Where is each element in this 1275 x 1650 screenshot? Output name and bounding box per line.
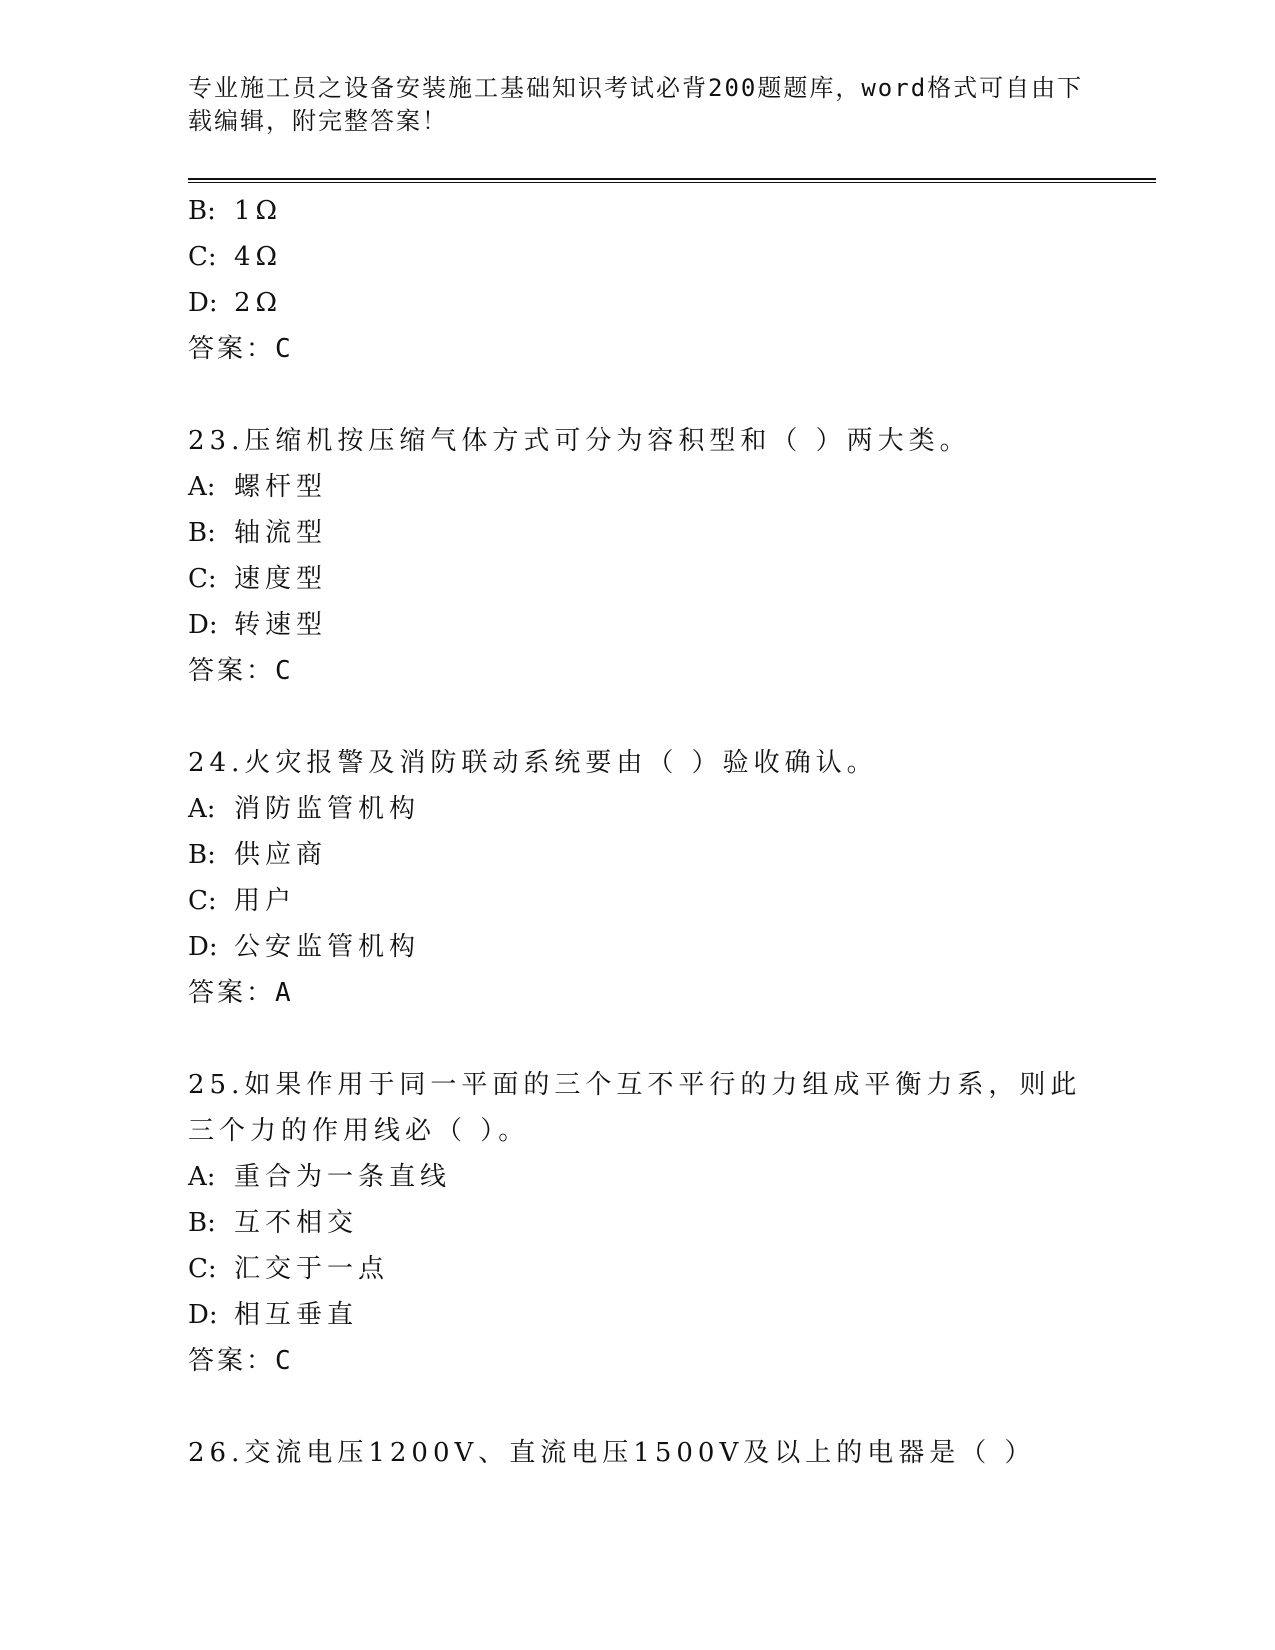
option-b — [188, 510, 1088, 556]
question-text: 24.火灾报警及消防联动系统要由（ ）验收确认。 — [188, 748, 878, 778]
option-text: 用户 — [234, 886, 297, 916]
option-letter: D: — [188, 610, 218, 640]
option-b — [188, 1200, 1088, 1246]
option-text: 螺杆型 — [234, 472, 328, 502]
option-d — [188, 1292, 1088, 1338]
option-d — [188, 602, 1088, 648]
option-letter: A: — [188, 472, 216, 502]
option-letter: B: — [188, 1208, 216, 1238]
spacer — [188, 694, 1088, 740]
question-22-tail — [188, 188, 1088, 372]
answer-line: 答案：C — [188, 334, 294, 364]
option-text: 1Ω — [234, 196, 283, 226]
option-text: 4Ω — [234, 242, 283, 272]
document-header: 专业施工员之设备安装施工基础知识考试必背200题题库，word格式可自由下载编辑，附完整答案！ — [188, 74, 1084, 135]
spacer — [188, 1384, 1088, 1430]
header-divider — [188, 178, 1156, 183]
spacer — [188, 1016, 1088, 1062]
option-b — [188, 188, 1088, 234]
option-text: 轴流型 — [234, 518, 328, 548]
question-25 — [188, 1062, 1088, 1384]
option-c — [188, 556, 1088, 602]
option-text: 2Ω — [234, 288, 283, 318]
question-text: 26.交流电压1200V、直流电压1500V及以上的电器是（ ） — [188, 1438, 1036, 1468]
option-letter: D: — [188, 1300, 218, 1330]
question-23 — [188, 418, 1088, 694]
answer-line: 答案：A — [188, 978, 294, 1008]
option-letter: C: — [188, 242, 217, 272]
option-letter: B: — [188, 196, 216, 226]
option-a — [188, 1154, 1088, 1200]
option-d — [188, 280, 1088, 326]
option-text: 供应商 — [234, 840, 328, 870]
option-c — [188, 234, 1088, 280]
option-a — [188, 786, 1088, 832]
option-d — [188, 924, 1088, 970]
option-letter: A: — [188, 1162, 216, 1192]
option-letter: C: — [188, 886, 217, 916]
option-text: 消防监管机构 — [234, 794, 421, 824]
option-letter: D: — [188, 288, 218, 318]
option-letter: B: — [188, 840, 216, 870]
option-letter: C: — [188, 1254, 217, 1284]
option-letter: B: — [188, 518, 216, 548]
question-text: 23.压缩机按压缩气体方式可分为容积型和（ ）两大类。 — [188, 426, 971, 456]
option-a — [188, 464, 1088, 510]
option-text: 公安监管机构 — [234, 932, 421, 962]
option-text: 速度型 — [234, 564, 328, 594]
option-letter: A: — [188, 794, 216, 824]
answer-line: 答案：C — [188, 1346, 294, 1376]
option-text: 互不相交 — [234, 1208, 359, 1238]
option-c — [188, 1246, 1088, 1292]
option-letter: C: — [188, 564, 217, 594]
question-26 — [188, 1430, 1088, 1476]
option-letter: D: — [188, 932, 218, 962]
question-list — [188, 188, 1088, 1476]
option-text: 相互垂直 — [234, 1300, 359, 1330]
option-b — [188, 832, 1088, 878]
option-text: 重合为一条直线 — [234, 1162, 452, 1192]
option-text: 转速型 — [234, 610, 328, 640]
answer-line: 答案：C — [188, 656, 294, 686]
option-text: 汇交于一点 — [234, 1254, 390, 1284]
question-text: 25.如果作用于同一平面的三个互不平行的力组成平衡力系，则此三个力的作用线必（ ）。 — [188, 1070, 1082, 1146]
spacer — [188, 372, 1088, 418]
question-24 — [188, 740, 1088, 1016]
option-c — [188, 878, 1088, 924]
